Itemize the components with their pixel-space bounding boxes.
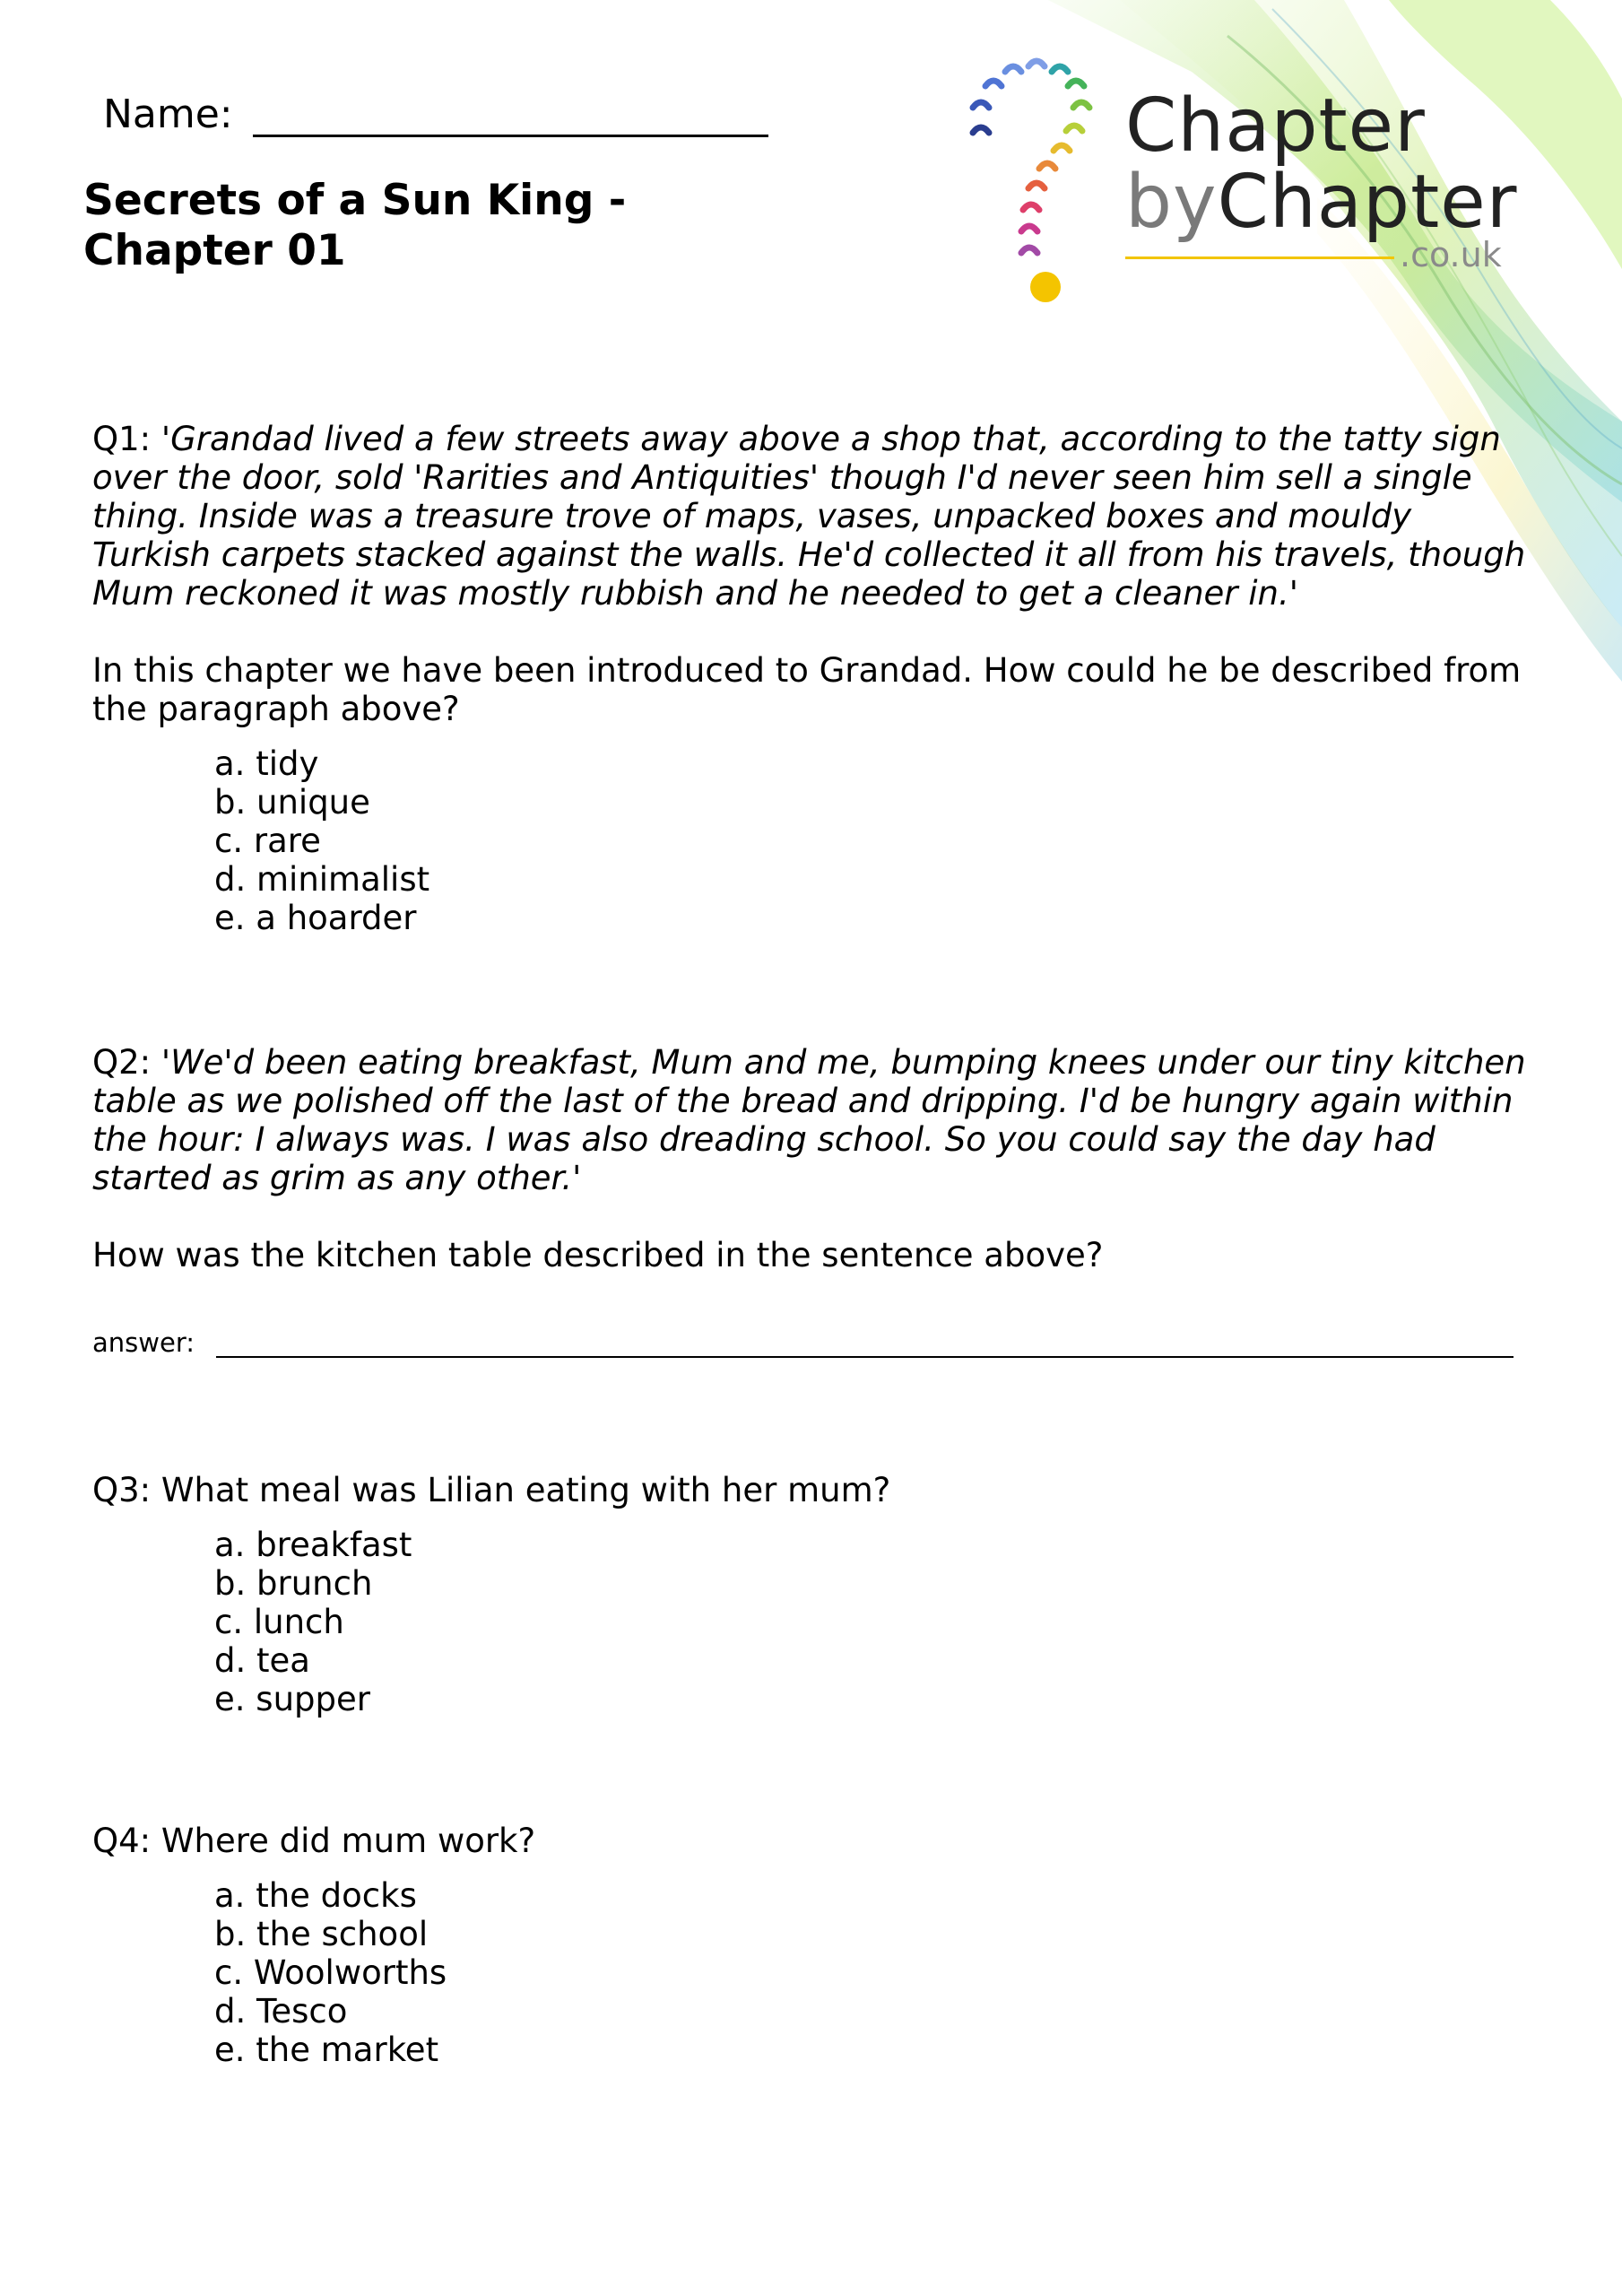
answer-input-line[interactable] — [216, 1331, 1514, 1358]
option-item[interactable]: e. supper — [214, 1680, 370, 1718]
worksheet-title: Secrets of a Sun King - Chapter 01 — [83, 176, 627, 275]
question-4-prompt: Where did mum work? — [160, 1822, 536, 1860]
question-3-label: Q3: — [92, 1471, 152, 1509]
answer-label: answer: — [92, 1327, 195, 1358]
question-1-passage — [92, 420, 1527, 613]
question-4-options — [92, 1876, 1527, 2069]
option-item[interactable]: c. rare — [214, 822, 321, 860]
question-2-quote: 'We'd been eating breakfast, Mum and me, bumping knees under our tiny kitchen table as we polished off the last of the bread and dripping. I'd be hungry again within the hour: I always was. I was also dreading school. So you could say the day had started as grim as any other.' — [92, 1043, 1526, 1197]
question-4-label: Q4: — [92, 1822, 152, 1860]
option-item[interactable]: a. the docks — [214, 1876, 417, 1915]
question-2 — [92, 1043, 1527, 1274]
question-2-label: Q2: — [92, 1043, 152, 1082]
option-item[interactable]: d. minimalist — [214, 860, 430, 899]
logo-line1: Chapter — [1125, 83, 1426, 169]
option-item[interactable]: d. Tesco — [214, 1992, 348, 2031]
question-1-prompt: In this chapter we have been introduced to Grandad. How could he be described from the paragraph above? — [92, 651, 1522, 728]
option-item[interactable]: a. breakfast — [214, 1526, 412, 1564]
option-item[interactable]: a. tidy — [214, 744, 319, 783]
option-item[interactable]: d. tea — [214, 1641, 310, 1680]
option-item[interactable]: b. unique — [214, 783, 370, 822]
logo-chapter2: Chapter — [1217, 160, 1518, 245]
question-2-answer-row — [92, 1327, 1527, 1358]
question-4-prompt-line — [92, 1822, 1527, 1860]
option-item[interactable]: e. the market — [214, 2031, 439, 2069]
question-3-prompt-line — [92, 1471, 1527, 1509]
name-input-line[interactable] — [253, 90, 768, 137]
name-label: Name: — [103, 91, 233, 137]
question-3 — [92, 1471, 1527, 1718]
logo-underline — [1125, 257, 1394, 259]
question-3-options — [92, 1526, 1527, 1718]
logo-wordmark — [1125, 83, 1518, 274]
question-1-options — [92, 744, 1527, 937]
option-item[interactable]: b. the school — [214, 1915, 429, 1953]
logo-by: by — [1125, 160, 1218, 245]
question-3-prompt: What meal was Lilian eating with her mum? — [160, 1471, 891, 1509]
question-4 — [92, 1822, 1527, 2069]
question-2-prompt: How was the kitchen table described in the sentence above? — [92, 1236, 1104, 1274]
question-mark-books-icon — [964, 52, 1107, 312]
question-1-quote: 'Grandad lived a few streets away above a shop that, according to the tatty sign over the door, sold 'Rarities and Antiquities' though I'd never seen him sell a single thing. Inside was a treasure trove of maps, vases, unpacked boxes and mouldy Turkish carpets stacked against the walls. He'd collected it all from his travels, though Mum reckoned it was mostly rubbish and he needed to get a cleaner in.' — [92, 420, 1526, 613]
option-item[interactable]: c. Woolworths — [214, 1953, 447, 1992]
chapter-by-chapter-logo — [964, 52, 1538, 312]
question-1 — [92, 420, 1527, 937]
logo-domain-row — [1125, 235, 1517, 274]
logo-line2 — [1125, 160, 1518, 245]
option-item[interactable]: e. a hoarder — [214, 899, 417, 937]
question-2-passage — [92, 1043, 1527, 1197]
logo-domain: .co.uk — [1400, 235, 1502, 274]
question-1-label: Q1: — [92, 420, 152, 458]
option-item[interactable]: b. brunch — [214, 1564, 373, 1603]
name-field-row — [103, 90, 768, 137]
option-item[interactable]: c. lunch — [214, 1603, 344, 1641]
